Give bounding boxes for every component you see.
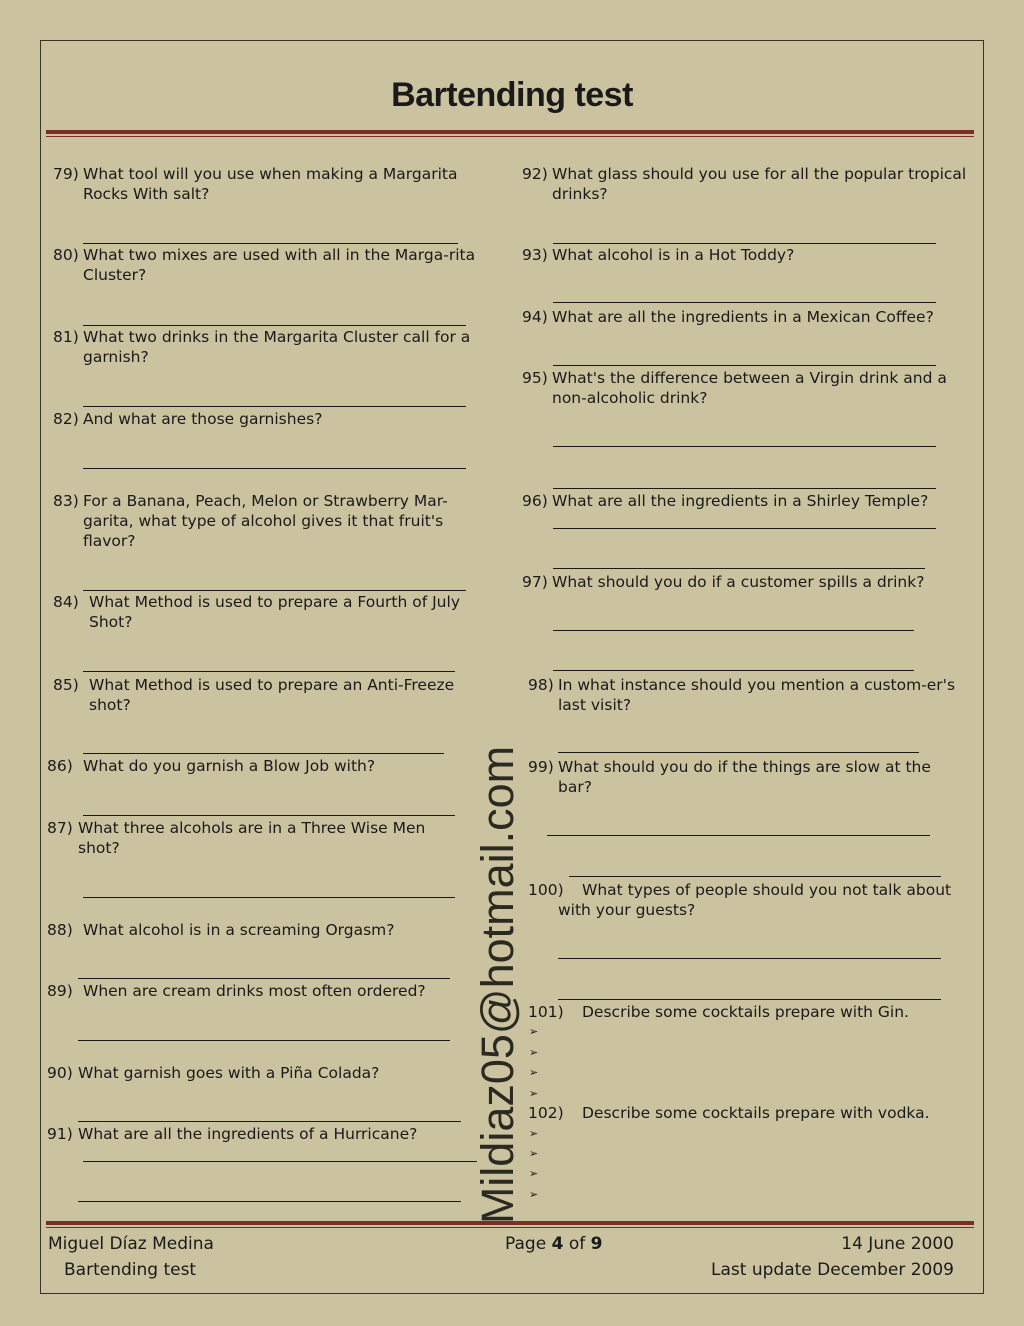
question-87 [47,818,467,858]
question-text: What two mixes are used with all in the Marga-rita Cluster? [83,246,476,284]
bullet-arrow-icon: ➢ [529,1066,539,1079]
question-92 [522,164,972,204]
answer-line[interactable] [83,753,444,754]
question-80 [53,245,493,285]
question-text: In what instance should you mention a custom-er's last visit? [558,676,956,714]
question-text: What three alcohols are in a Three Wise Men shot? [78,819,426,857]
question-text: What alcohol is in a Hot Toddy? [552,246,795,264]
question-text: What should you do if the things are slow at the bar? [558,758,931,796]
question-89 [47,981,487,1001]
question-text: When are cream drinks most often ordered? [83,982,426,1000]
answer-line[interactable] [553,365,936,366]
page-title: Bartending test [391,76,633,114]
question-number: 88) [47,921,73,939]
answer-line[interactable] [78,1040,450,1041]
question-number: 99) [528,758,554,776]
answer-line[interactable] [553,446,936,447]
question-number: 85) [53,676,79,694]
question-text: What's the difference between a Virgin drink and a non-alcoholic drink? [552,369,947,407]
answer-line[interactable] [83,1161,477,1162]
question-text: What two drinks in the Margarita Cluster call for a garnish? [83,328,471,366]
question-93 [522,245,972,265]
answer-line[interactable] [78,978,450,979]
question-83 [53,491,493,551]
question-number: 90) [47,1064,73,1082]
question-text: What Method is used to prepare a Fourth of July Shot? [89,593,460,631]
question-number: 93) [522,246,548,264]
bullet-arrow-icon: ➢ [529,1046,539,1059]
answer-line[interactable] [78,1201,461,1202]
question-102 [528,1103,968,1123]
question-90 [47,1063,487,1083]
question-100 [528,880,968,920]
question-number: 83) [53,492,79,510]
bullet-arrow-icon: ➢ [529,1147,539,1160]
answer-line[interactable] [83,671,455,672]
question-text: What are all the ingredients in a Mexican Coffee? [552,308,934,326]
answer-line[interactable] [83,243,458,244]
question-number: 80) [53,246,79,264]
question-96 [522,491,972,511]
answer-line[interactable] [569,876,941,877]
question-number: 97) [522,573,548,591]
question-number: 84) [53,593,79,611]
question-number: 79) [53,165,79,183]
question-text: What glass should you use for all the popular tropical drinks? [552,165,967,203]
question-number: 92) [522,165,548,183]
question-number: 102) [528,1104,564,1122]
answer-line[interactable] [558,958,941,959]
answer-line[interactable] [553,488,936,489]
question-97 [522,572,972,592]
question-number: 96) [522,492,548,510]
question-text: For a Banana, Peach, Melon or Strawberry Mar-garita, what type of alcohol gives it that fruit's flavor? [83,492,448,550]
page-total: 9 [590,1234,603,1254]
question-number: 101) [528,1003,564,1021]
question-84 [53,592,493,632]
page-of: of [568,1234,586,1254]
question-82 [53,409,493,429]
question-number: 95) [522,369,548,387]
answer-line[interactable] [83,468,466,469]
answer-line[interactable] [78,1121,461,1122]
answer-line[interactable] [553,243,936,244]
question-text: What should you do if a customer spills a drink? [552,573,925,591]
question-79 [53,164,493,204]
bullet-arrow-icon: ➢ [529,1087,539,1100]
question-text: What garnish goes with a Piña Colada? [78,1064,380,1082]
question-text: And what are those garnishes? [83,410,323,428]
question-text: Describe some cocktails prepare with Gin. [582,1003,909,1021]
question-text: What are all the ingredients in a Shirley Temple? [552,492,929,510]
question-text: What are all the ingredients of a Hurricane? [78,1125,418,1143]
answer-line[interactable] [553,630,914,631]
page-label: Page [505,1234,547,1254]
answer-line[interactable] [83,406,466,407]
footer-rule [46,1221,974,1228]
question-85 [53,675,493,715]
question-98 [528,675,968,715]
answer-line[interactable] [558,752,919,753]
question-number: 82) [53,410,79,428]
question-91 [47,1124,487,1144]
question-number: 87) [47,819,73,837]
question-86 [47,756,487,776]
question-101 [528,1002,968,1022]
question-number: 100) [528,881,564,899]
footer-doc-name: Bartending test [64,1260,197,1280]
answer-line[interactable] [83,897,455,898]
question-text: Describe some cocktails prepare with vodka. [582,1104,930,1122]
question-number: 91) [47,1125,73,1143]
page-current: 4 [551,1234,564,1254]
question-number: 89) [47,982,73,1000]
question-number: 81) [53,328,79,346]
footer-page-number [505,1233,602,1255]
bullet-arrow-icon: ➢ [529,1188,539,1201]
question-81 [53,327,493,367]
question-number: 98) [528,676,554,694]
question-number: 86) [47,757,73,775]
question-88 [47,920,487,940]
answer-line[interactable] [547,835,930,836]
question-text: What types of people should you not talk about with your guests? [558,881,952,919]
question-text: What tool will you use when making a Margarita Rocks With salt? [83,165,458,203]
answer-line[interactable] [553,528,936,529]
footer-date: 14 June 2000 [841,1234,954,1254]
answer-line[interactable] [83,590,466,591]
question-94 [522,307,972,327]
answer-line[interactable] [558,999,941,1000]
question-95 [522,368,972,408]
question-text: What Method is used to prepare an Anti-Freeze shot? [89,676,455,714]
question-number: 94) [522,308,548,326]
question-text: What do you garnish a Blow Job with? [83,757,376,775]
question-text: What alcohol is in a screaming Orgasm? [83,921,395,939]
answer-line[interactable] [553,670,914,671]
answer-line[interactable] [83,325,466,326]
footer-author: Miguel Díaz Medina [48,1234,214,1254]
bullet-arrow-icon: ➢ [529,1167,539,1180]
answer-line[interactable] [553,302,936,303]
bullet-arrow-icon: ➢ [529,1127,539,1140]
answer-line[interactable] [553,568,925,569]
bullet-arrow-icon: ➢ [529,1025,539,1038]
answer-line[interactable] [83,815,455,816]
header-rule [46,130,974,137]
email-watermark: Mildiaz05@hotmail.com [472,745,523,1225]
question-99 [528,757,968,797]
footer-last-update: Last update December 2009 [711,1260,954,1280]
